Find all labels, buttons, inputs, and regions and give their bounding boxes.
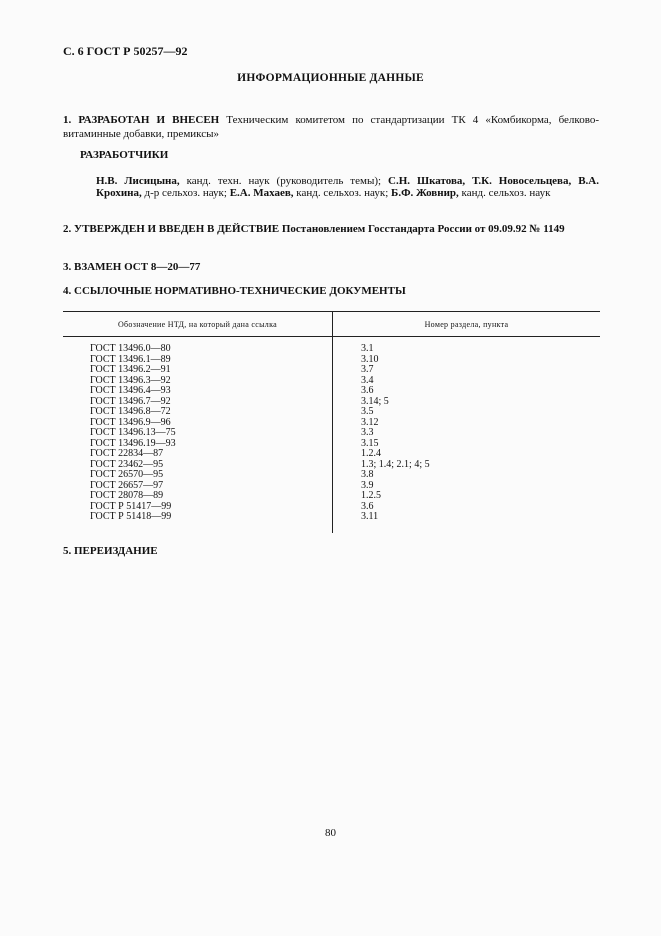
document-designation: ГОСТ Р 51417—99 [90, 500, 172, 512]
document-designation: ГОСТ 13496.4—93 [90, 385, 171, 396]
developer-text-run: д-р сельхоз. наук; [141, 187, 230, 199]
section-number: 3.12 [361, 416, 379, 428]
section-number: 3.7 [361, 364, 374, 375]
section-number: 3.11 [361, 511, 379, 522]
section-number: 1.3; 1.4; 2.1; 4; 5 [361, 458, 430, 470]
section-number: 1.2.5 [361, 490, 381, 501]
document-designation: ГОСТ 23462—95 [90, 458, 164, 470]
developers-label: РАЗРАБОТЧИКИ [80, 149, 169, 161]
column-header-designation: Обозначение НТД, на который дана ссылка [63, 312, 333, 337]
document-designation: ГОСТ 13496.1—89 [90, 353, 171, 365]
document-designation: ГОСТ 13496.13—75 [90, 427, 176, 438]
item-text: Постановлением Госстандарта России от 09.09.92 № 1149 [279, 223, 565, 235]
section-number: 3.10 [361, 353, 379, 365]
designation-column [63, 337, 333, 534]
developer-text-run: Е.А. Махаев, [229, 187, 294, 199]
document-designation: ГОСТ 26570—95 [90, 469, 164, 480]
developer-text-run: канд. сельхоз. наук [458, 187, 551, 199]
item-lead: 2. УТВЕРЖДЕН И ВВЕДЕН В ДЕЙСТВИЕ [63, 223, 280, 235]
developer-text-run: Н.В. Лисицына, [96, 175, 180, 187]
developer-text-run: канд. сельхоз. наук; [293, 187, 392, 199]
document-designation: ГОСТ 13496.7—92 [90, 395, 171, 407]
developer-text-run: Б.Ф. Жовнир, [391, 187, 459, 199]
item-developed-by [63, 113, 599, 141]
section-title: ИНФОРМАЦИОННЫЕ ДАННЫЕ [237, 72, 424, 84]
document-designation: ГОСТ 13496.9—96 [90, 416, 171, 428]
reference-table [63, 311, 600, 533]
table-body-row [63, 337, 600, 534]
section-number: 3.8 [361, 469, 374, 480]
table-header-row [63, 312, 600, 337]
section-number: 3.15 [361, 437, 379, 449]
section-number: 3.3 [361, 427, 374, 438]
item-text: Техническим комитетом по стандартизации ТК 4 «Комбикорма, белково-витаминные добавки, премиксы» [63, 114, 599, 140]
section-number: 3.9 [361, 479, 374, 491]
document-designation: ГОСТ 26657—97 [90, 479, 164, 491]
item-reference-docs: 4. ССЫЛОЧНЫЕ НОРМАТИВНО-ТЕХНИЧЕСКИЕ ДОКУМЕНТЫ [63, 285, 406, 297]
section-number: 3.1 [361, 343, 374, 354]
section-number: 3.5 [361, 406, 374, 417]
item-approved [63, 222, 599, 236]
item-replaces: 3. ВЗАМЕН ОСТ 8—20—77 [63, 261, 201, 273]
developer-text-run: С.Н. Шкатова, Т.К. Новосельцева, В.А. Крохина, [96, 175, 599, 199]
document-designation: ГОСТ 13496.3—92 [90, 374, 171, 386]
section-column [333, 337, 601, 534]
document-designation: ГОСТ 13496.2—91 [90, 364, 171, 375]
document-designation: ГОСТ Р 51418—99 [90, 511, 172, 522]
document-designation: ГОСТ 22834—87 [90, 448, 164, 459]
section-number: 3.4 [361, 374, 374, 386]
developer-text-run: канд. техн. наук (руководитель темы); [179, 175, 389, 187]
section-number: 3.14; 5 [361, 395, 389, 407]
item-reissue: 5. ПЕРЕИЗДАНИЕ [63, 545, 158, 557]
section-number: 1.2.4 [361, 448, 381, 459]
item-lead: 1. РАЗРАБОТАН И ВНЕСЕН [63, 114, 220, 126]
developers-list [96, 175, 599, 199]
column-header-section: Номер раздела, пункта [333, 312, 601, 337]
document-designation: ГОСТ 28078—89 [90, 490, 164, 501]
section-number: 3.6 [361, 500, 374, 512]
page-header: С. 6 ГОСТ Р 50257—92 [63, 44, 188, 58]
document-designation: ГОСТ 13496.19—93 [90, 437, 176, 449]
page-number: 80 [325, 827, 336, 839]
document-designation: ГОСТ 13496.8—72 [90, 406, 171, 417]
document-designation: ГОСТ 13496.0—80 [90, 343, 171, 354]
section-number: 3.6 [361, 385, 374, 396]
